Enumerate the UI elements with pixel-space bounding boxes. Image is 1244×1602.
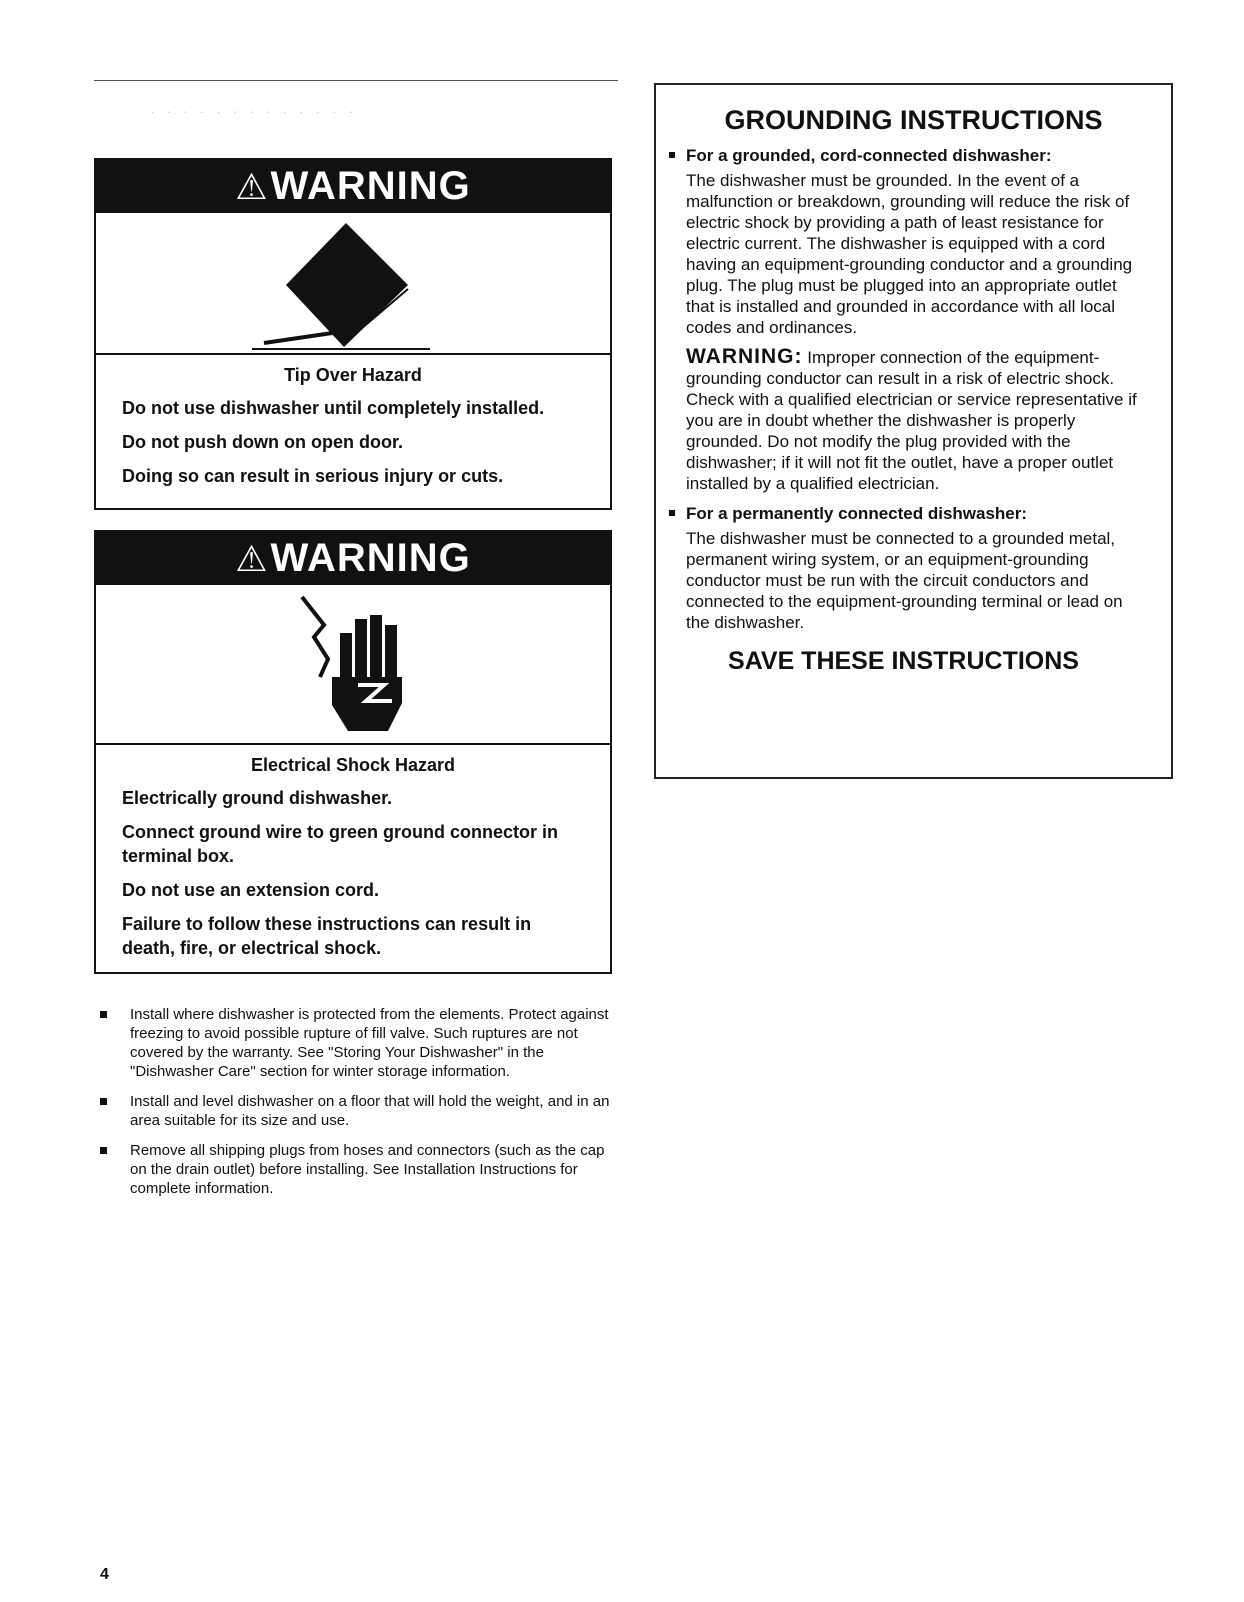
hazard-title: Tip Over Hazard [284,365,422,385]
warning-triangle-icon: ⚠ [235,166,269,207]
section-text: The dishwasher must be connected to a grounded metal, permanent wiring system, or an equipment-grounding conductor must be run with the circuit conductors and connected to the equipment-grounding terminal or lead on the dishwasher. [686,529,1123,632]
warning-label: WARNING [270,164,471,208]
save-instructions: SAVE THESE INSTRUCTIONS [728,647,1079,675]
warning-text: Improper connection of the equipment-grounding conductor can result in a risk of electric shock. Check with a qualified electrician or service representative if you are in doubt whether the dishwasher is properly grounded. Do not modify the plug provided with the dishwasher; if it will not fit the outlet, have a proper outlet installed by a qualified electrician. [686,348,1137,493]
grounding-instructions-box [654,83,1173,779]
faded-heading: · · · · · · · · · · · · · [150,103,358,119]
list-item: Remove all shipping plugs from hoses and connectors (such as the cap on the drain outlet) before installing. See Installation Instructions for complete information. [94,1141,624,1198]
hazard-title: Electrical Shock Hazard [250,755,456,775]
hazard-line: Do not push down on open door. [122,432,403,452]
top-rule [94,80,618,81]
page-number: 4 [100,1566,109,1583]
hazard-line: Connect ground wire to green ground connector in terminal box. [122,822,558,866]
warning-label: WARNING [270,536,471,580]
tip-over-icon-area [96,213,610,355]
warning-label: WARNING: [686,345,803,368]
hazard-line: Failure to follow these instructions can result in death, fire, or electrical shock. [122,914,532,958]
electrical-shock-warning [94,530,612,974]
section-heading: For a grounded, cord-connected dishwasher: [656,146,1171,166]
hazard-line: Do not use dishwasher until completely installed. [122,398,545,418]
tip-over-warning [94,158,612,510]
warning-triangle-icon: ⚠ [235,538,269,579]
shock-icon-area [96,585,610,745]
hazard-line: Electrically ground dishwasher. [122,788,393,808]
hazard-line: Do not use an extension cord. [122,880,380,900]
section-heading: For a permanently connected dishwasher: [656,504,1171,524]
warning-banner [96,160,610,213]
hazard-line: Doing so can result in serious injury or cuts. [122,466,504,486]
tip-over-icon [96,213,610,353]
grounding-warning [686,346,1147,494]
warning-banner [96,532,610,585]
section-text: The dishwasher must be grounded. In the event of a malfunction or breakdown, grounding will reduce the risk of electric shock by providing a path of least resistance for electric current. The dishwasher is equipped with a cord having an equipment-grounding conductor and a grounding plug. The plug must be plugged into an appropriate outlet that is installed and grounded in accordance with all local codes and ordinances. [686,171,1133,337]
install-bullet-list [94,1005,624,1209]
electrical-shock-hand-icon [96,585,610,743]
grounding-title: GROUNDING INSTRUCTIONS [724,105,1103,135]
list-item: Install where dishwasher is protected from the elements. Protect against freezing to avoid possible rupture of fill valve. Such ruptures are not covered by the warranty. See "Storing Your Dishwasher" in the "Dishwasher Care" section for winter storage information. [94,1005,624,1081]
list-item: Install and level dishwasher on a floor that will hold the weight, and in an area suitable for its size and use. [94,1092,624,1130]
